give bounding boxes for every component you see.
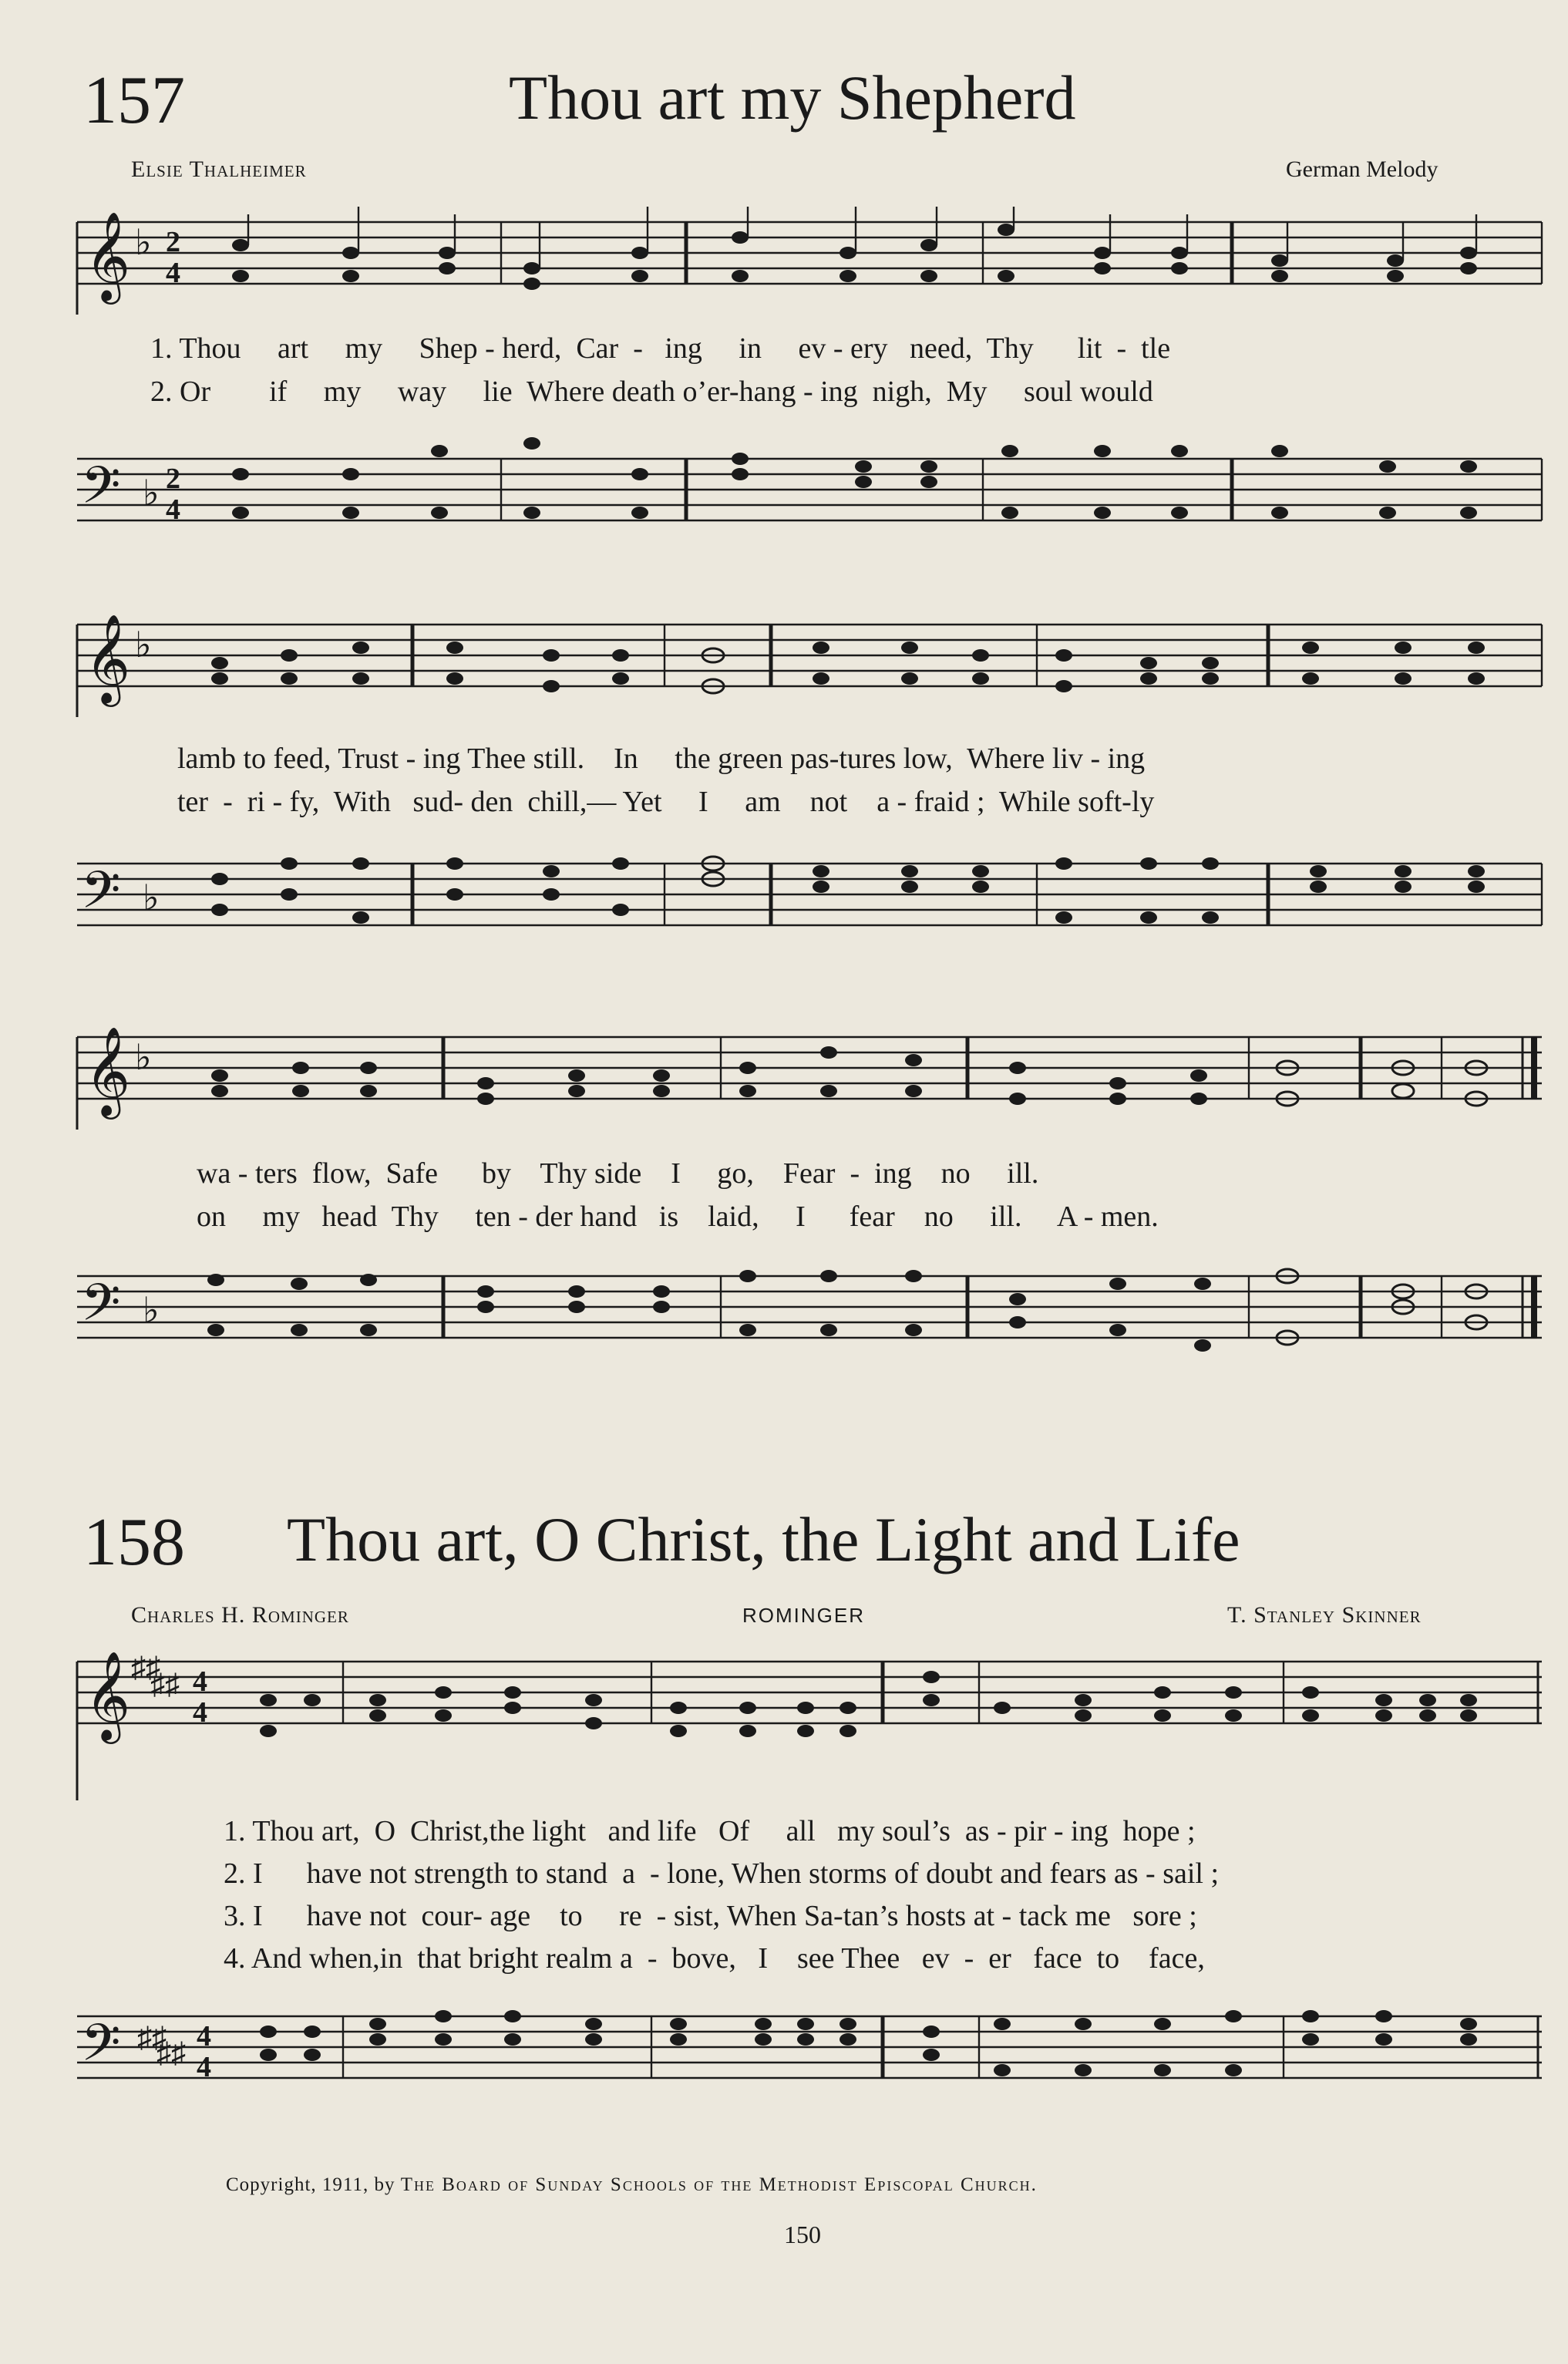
system-3-bass-staff — [0, 1245, 1568, 1376]
hymn-158-treble-staff — [0, 1646, 1568, 1800]
svg-text:𝄢: 𝄢 — [81, 459, 121, 527]
hymn-158-composer: T. Stanley Skinner — [1227, 1602, 1422, 1628]
svg-text:4: 4 — [193, 1696, 207, 1729]
hymn-158-verse1: 1. Thou art, O Christ,the light and life Of all my soul’s as - pir - ing hope ; — [224, 1815, 1196, 1847]
svg-text:2: 2 — [166, 226, 180, 258]
system-3-treble-staff — [0, 1022, 1568, 1130]
copyright-prefix: Copyright, 1911, by — [226, 2174, 395, 2195]
svg-text:𝄞: 𝄞 — [85, 210, 131, 301]
hymn-157-s3-verse1: wa - ters flow, Safe by Thy side I go, Fear - ing no ill. — [197, 1157, 1039, 1190]
svg-text:𝄞: 𝄞 — [85, 1653, 131, 1739]
svg-text:♯♯: ♯♯ — [137, 2022, 167, 2054]
svg-text:4: 4 — [197, 2051, 211, 2083]
svg-text:𝄞: 𝄞 — [85, 1029, 131, 1114]
hymn-157-composer: German Melody — [1286, 157, 1438, 182]
hymn-157-author: Elsie Thalheimer — [131, 157, 307, 182]
svg-text:♭: ♭ — [143, 1291, 160, 1330]
hymn-158-bass-staff — [0, 1985, 1568, 2116]
page-number: 150 — [784, 2221, 821, 2248]
svg-text:♭: ♭ — [143, 878, 160, 918]
hymn-157-s1-verse1: 1. Thou art my Shep - herd, Car - ing in ev - ery need, Thy lit - tle — [150, 332, 1171, 365]
hymn-158-title: Thou art, O Christ, the Light and Life — [287, 1504, 1240, 1574]
system-2-bass-staff — [0, 833, 1568, 964]
svg-text:𝄞: 𝄞 — [85, 616, 131, 702]
copyright-notice — [226, 2174, 1038, 2196]
svg-text:4: 4 — [166, 257, 180, 289]
svg-text:𝄢: 𝄢 — [81, 2016, 121, 2084]
hymn-157-number: 157 — [83, 63, 185, 138]
svg-text:♭: ♭ — [143, 473, 160, 513]
copyright-holder: The Board of Sunday Schools of the Methodist Episcopal Church. — [400, 2174, 1038, 2195]
svg-text:♭: ♭ — [135, 1038, 152, 1077]
hymn-157-s2-verse2: ter - ri - fy, With sud- den chill,— Yet I am not a - fraid ; While soft-ly — [177, 786, 1155, 818]
hymn-157-s1-verse2: 2. Or if my way lie Where death o’er-hang - ing nigh, My soul would — [150, 375, 1153, 408]
hymn-158-verse3: 3. I have not cour- age to re - sist, When Sa-tan’s hosts at - tack me sore ; — [224, 1900, 1197, 1932]
svg-text:4: 4 — [193, 1665, 207, 1698]
svg-text:♯♯: ♯♯ — [150, 1669, 180, 1701]
svg-text:♭: ♭ — [135, 223, 152, 262]
hymn-158-tune-name: ROMINGER — [742, 1604, 865, 1627]
svg-text:4: 4 — [197, 2020, 211, 2053]
system-1-bass-staff — [0, 428, 1568, 559]
system-2-treble-staff — [0, 609, 1568, 717]
system-1-treble-staff — [0, 207, 1568, 315]
svg-text:4: 4 — [166, 493, 180, 526]
svg-text:𝄢: 𝄢 — [81, 1276, 121, 1344]
hymn-158-verse4: 4. And when,in that bright realm a - bove, I see Thee ev - er face to face, — [224, 1942, 1205, 1975]
hymn-158-author: Charles H. Rominger — [131, 1602, 349, 1628]
hymn-157-s2-verse1: lamb to feed, Trust - ing Thee still. In the green pas-tures low, Where liv - ing — [177, 743, 1146, 775]
svg-text:♯♯: ♯♯ — [156, 2037, 186, 2069]
svg-text:𝄢: 𝄢 — [81, 864, 121, 931]
hymn-158-number: 158 — [83, 1505, 185, 1580]
svg-text:2: 2 — [166, 463, 180, 495]
hymn-157-s3-verse2: on my head Thy ten - der hand is laid, I fear no ill. A - men. — [197, 1201, 1159, 1233]
hymn-157-title: Thou art my Shepherd — [509, 62, 1076, 133]
svg-text:♭: ♭ — [135, 625, 152, 665]
svg-text:♯♯: ♯♯ — [131, 1652, 160, 1684]
hymn-158-verse2: 2. I have not strength to stand a - lone, When storms of doubt and fears as - sail ; — [224, 1857, 1220, 1890]
